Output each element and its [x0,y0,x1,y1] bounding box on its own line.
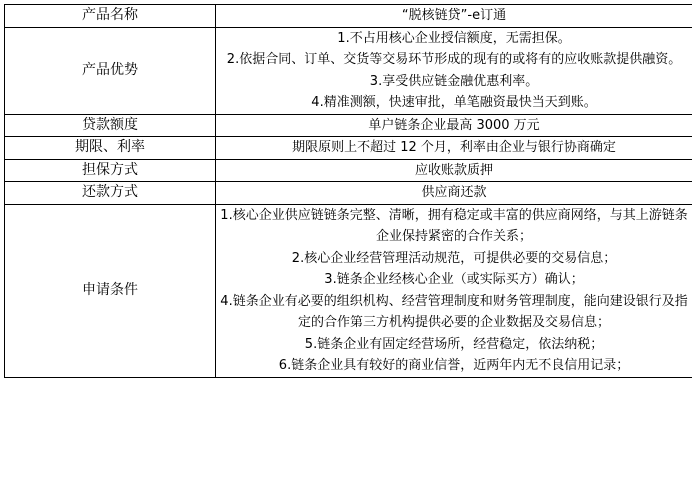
row-product-name [5,5,692,28]
label-term-rate: 期限、利率 [5,137,216,160]
advantage-item-1: 1.不占用核心企业授信额度，无需担保。 [337,30,571,46]
row-repayment [5,182,692,205]
condition-item-3: 3.链条企业经核心企业（或实际买方）确认； [324,272,584,287]
product-table [4,4,692,378]
value-loan-amount: 单户链条企业最高 3000 万元 [216,114,692,137]
value-repayment: 供应商还款 [216,182,692,205]
row-loan-amount [5,114,692,137]
label-repayment: 还款方式 [5,182,216,205]
advantage-item-4: 4.精准测额，快速审批，单笔融资最快当天到账。 [311,95,597,110]
label-loan-amount: 贷款额度 [5,114,216,137]
label-advantages: 产品优势 [5,27,216,114]
label-guarantee: 担保方式 [5,159,216,182]
value-guarantee: 应收账款质押 [216,159,692,182]
label-conditions: 申请条件 [5,204,216,377]
product-info-sheet [4,4,686,378]
row-term-rate [5,137,692,160]
value-conditions [216,204,692,377]
value-term-rate: 期限原则上不超过 12 个月，利率由企业与银行协商确定 [216,137,692,160]
value-advantages [216,27,692,114]
condition-item-6: 6.链条企业具有较好的商业信誉，近两年内无不良信用记录； [278,358,630,373]
condition-item-1: 1.核心企业供应链链条完整、清晰，拥有稳定或丰富的供应商网络，与其上游链条企业保持紧密的合作关系； [220,207,688,244]
row-guarantee [5,159,692,182]
label-product-name: 产品名称 [5,5,216,28]
advantage-item-2: 2.依据合同、订单、交货等交易环节形成的现有的或将有的应收账款提供融资。 [226,52,682,67]
row-conditions [5,204,692,377]
advantage-item-3: 3.享受供应链金融优惠利率。 [369,73,539,89]
condition-item-2: 2.核心企业经营管理活动规范，可提供必要的交易信息； [291,250,617,266]
condition-item-5: 5.链条企业有固定经营场所，经营稳定，依法纳税； [304,336,604,352]
row-advantages [5,27,692,114]
value-product-name: “脱核链贷”-e订通 [216,5,692,28]
condition-item-4: 4.链条企业有必要的组织机构、经营管理制度和财务管理制度，能向建设银行及指定的合作第三方机构提供必要的企业数据及交易信息； [220,293,688,330]
